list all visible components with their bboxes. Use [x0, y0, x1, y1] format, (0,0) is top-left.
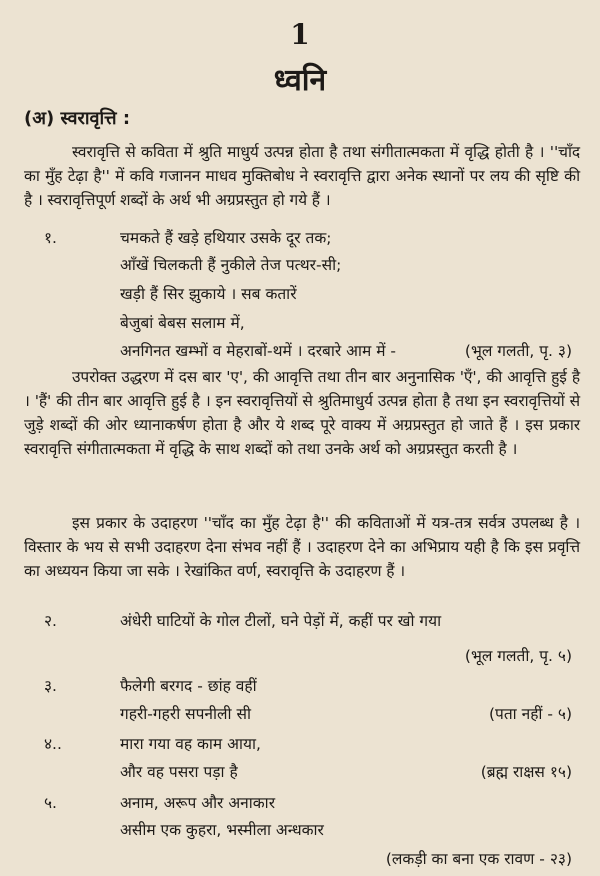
example-line: आँखें चिलकती हैं नुकीले तेज पत्थर-सी; — [120, 256, 342, 274]
example-line: और वह पसरा पड़ा है — [120, 763, 238, 781]
paragraph-summary: इस प्रकार के उदाहरण ''चाँद का मुँह टेढ़ा है'' की कविताओं में यत्र-तत्र सर्वत्र उपलब्ध है । विस्तार के भय से सभी उदाहरण देना संभव नहीं हैं । उदाहरण देने का अभिप्राय यही है कि इस प्रवृत्ति का अध्ययन किया जा सके । रेखांकित वर्ण, स्वरावृत्ति के उदाहरण हैं । — [24, 514, 580, 580]
example-number: ३. — [44, 677, 57, 695]
example-number: २. — [44, 612, 57, 630]
example-line: असीम एक कुहरा, भस्मीला अन्धकार — [120, 821, 324, 839]
example-line: गहरी-गहरी सपनीली सी — [120, 705, 251, 723]
example-source: (भूल गलती, पृ. ३) — [464, 342, 572, 360]
example-line: अनगिनत खम्भों व मेहराबों-थमें । दरबारे आम में - — [120, 342, 397, 360]
example-line: अनाम, अरूप और अनाकार — [120, 794, 276, 812]
paragraph-analysis: उपरोक्त उद्धरण में दस बार 'ए', की आवृत्ति तथा तीन बार अनुनासिक 'एँ', की आवृत्ति हुई है । 'हैं' की तीन बार आवृत्ति हुई है । इन स्वरावृत्तियों से श्रुतिमाधुर्य उत्पन्न होता है तथा इन स्वरावृत्तियों से जुड़े शब्दों की ओर ध्यानाकर्षण होता है और ये शब्द पूरे वाक्य में अग्रप्रस्तुत हो जाते हैं । इस प्रकार स्वरावृत्ति संगीतात्मकता में वृद्धि के साथ शब्दों को तथा उनके अर्थ को अग्रप्रस्तुत करती है । — [24, 368, 580, 458]
chapter-title: ध्वनि — [273, 63, 327, 98]
example-number: १. — [44, 229, 57, 247]
example-source: (भूल गलती, पृ. ५) — [464, 647, 572, 665]
example-line: मारा गया वह काम आया, — [120, 735, 261, 753]
example-source: (पता नहीं - ५) — [488, 705, 572, 723]
example-line: चमकते हैं खड़े हथियार उसके दूर तक; — [120, 229, 332, 247]
example-line: अंधेरी घाटियों के गोल टीलों, घने पेड़ों में, कहीं पर खो गया — [120, 612, 442, 630]
section-heading: (अ) स्वरावृत्ति : — [24, 108, 131, 129]
example-line: फैलेगी बरगद - छांह वहीं — [120, 677, 257, 695]
example-source: (लकड़ी का बना एक रावण - २३) — [385, 850, 572, 868]
chapter-number: 1 — [290, 18, 310, 51]
example-line: बेजुबां बेबस सलाम में, — [120, 314, 245, 332]
example-source: (ब्रह्म राक्षस १५) — [480, 763, 572, 781]
example-number: ४.. — [44, 735, 62, 753]
paragraph-intro: स्वरावृत्ति से कविता में श्रुति माधुर्य उत्पन्न होता है तथा संगीतात्मकता में वृद्धि होती है । ''चाँद का मुँह टेढ़ा है'' में कवि गजानन माधव मुक्तिबोध ने स्वरावृत्ति द्वारा अनेक स्थानों पर लय की सृष्टि की है । स्वरावृत्तिपूर्ण शब्दों के अर्थ भी अग्रप्रस्तुत हो गये हैं । — [24, 143, 580, 209]
example-line: खड़ी हैं सिर झुकाये । सब कतारें — [120, 285, 297, 303]
example-number: ५. — [44, 794, 57, 812]
